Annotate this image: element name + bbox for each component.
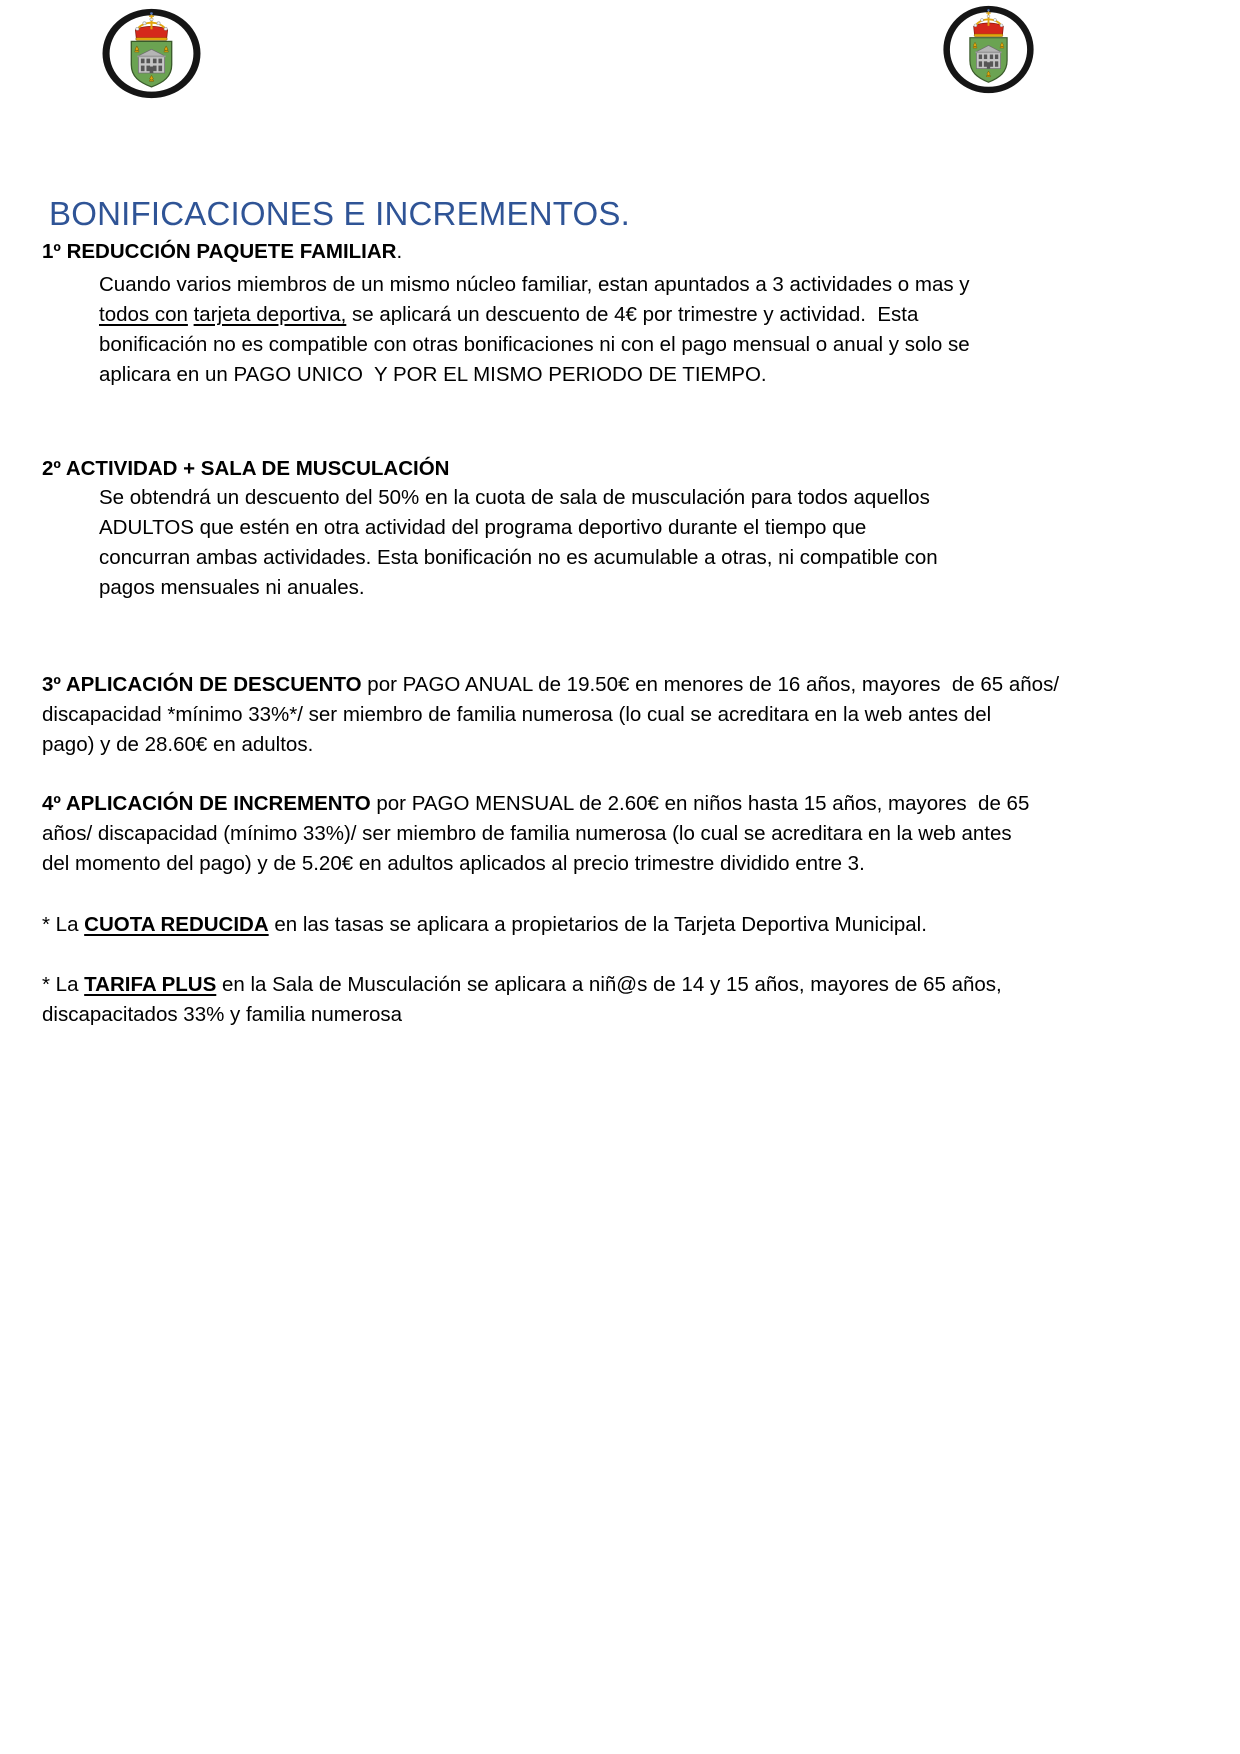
paragraph	[42, 483, 1172, 603]
text-run: años/ discapacidad (mínimo 33%)/ ser miembro de familia numerosa (lo cual se acreditara en la web antes	[42, 822, 1012, 845]
text-line	[42, 789, 1172, 819]
text-line	[42, 300, 1172, 330]
text-run: pagos mensuales ni anuales.	[99, 576, 365, 599]
text-line	[42, 330, 1172, 360]
text-run: .	[396, 240, 403, 263]
text-line	[42, 193, 1172, 235]
section-heading	[42, 455, 1172, 483]
section-heading	[42, 238, 1172, 266]
text-run: por PAGO ANUAL de 19.50€ en menores de 16 años, mayores de 65 años/	[361, 673, 1060, 696]
municipal-crest-logo-left	[101, 7, 202, 100]
text-line	[42, 1000, 1172, 1030]
document-blocks	[42, 193, 1172, 1030]
text-line	[42, 573, 1172, 603]
text-line	[42, 455, 1172, 483]
emphasized-text-run: CUOTA REDUCIDA	[84, 913, 269, 936]
paragraph	[42, 270, 1172, 390]
municipal-crest-logo-right	[942, 4, 1035, 95]
text-run: bonificación no es compatible con otras bonificaciones ni con el pago mensual o anual y solo se	[99, 333, 970, 356]
emphasized-text-run: 2º ACTIVIDAD + SALA DE MUSCULACIÓN	[42, 457, 450, 480]
text-line	[42, 483, 1172, 513]
document-body	[42, 193, 1172, 1030]
text-run: del momento del pago) y de 5.20€ en adultos aplicados al precio trimestre dividido entre 3.	[42, 852, 865, 875]
text-line	[42, 238, 1172, 266]
emphasized-text-run: 1º REDUCCIÓN PAQUETE FAMILIAR	[42, 240, 397, 263]
emphasized-text-run: 4º APLICACIÓN DE INCREMENTO	[42, 792, 371, 815]
text-run: aplicara en un PAGO UNICO Y POR EL MISMO PERIODO DE TIEMPO.	[99, 363, 767, 386]
emphasized-text-run: TARIFA PLUS	[84, 973, 217, 996]
text-run: Cuando varios miembros de un mismo núcleo familiar, estan apuntados a 3 actividades o mas y	[99, 273, 970, 296]
text-line	[42, 360, 1172, 390]
text-line	[42, 819, 1172, 849]
text-line	[42, 513, 1172, 543]
text-line	[42, 270, 1172, 300]
paragraph	[42, 789, 1172, 879]
text-run: en las tasas se aplicara a propietarios de la Tarjeta Deportiva Municipal.	[268, 913, 927, 936]
text-run: * La	[42, 973, 85, 996]
text-line	[42, 543, 1172, 573]
text-run: en la Sala de Musculación se aplicara a niñ@s de 14 y 15 años, mayores de 65 años,	[216, 973, 1002, 996]
text-run: BONIFICACIONES E INCREMENTOS.	[49, 195, 630, 232]
text-line	[42, 730, 1172, 760]
text-line	[42, 849, 1172, 879]
emphasized-text-run: 3º APLICACIÓN DE DESCUENTO	[42, 673, 362, 696]
text-line	[42, 700, 1172, 730]
text-run: * La	[42, 913, 85, 936]
text-run: Se obtendrá un descuento del 50% en la cuota de sala de musculación para todos aquellos	[99, 486, 930, 509]
text-run: por PAGO MENSUAL de 2.60€ en niños hasta 15 años, mayores de 65	[370, 792, 1030, 815]
text-run: concurran ambas actividades. Esta bonificación no es acumulable a otras, ni compatible con	[99, 546, 938, 569]
paragraph	[42, 670, 1172, 760]
page-title	[42, 193, 1172, 235]
text-run: se aplicará un descuento de 4€ por trimestre y actividad. Esta	[346, 303, 919, 326]
text-line	[42, 670, 1172, 700]
paragraph	[42, 970, 1172, 1030]
text-line	[42, 970, 1172, 1000]
text-line	[42, 910, 1172, 940]
text-run: pago) y de 28.60€ en adultos.	[42, 733, 314, 756]
text-run: discapacitados 33% y familia numerosa	[42, 1003, 403, 1026]
emphasized-text-run: todos con	[99, 303, 188, 326]
paragraph	[42, 910, 1172, 940]
emphasized-text-run: tarjeta deportiva,	[193, 303, 347, 326]
text-run: discapacidad *mínimo 33%*/ ser miembro de familia numerosa (lo cual se acreditara en la web antes del	[42, 703, 992, 726]
text-run: ADULTOS que estén en otra actividad del programa deportivo durante el tiempo que	[99, 516, 867, 539]
